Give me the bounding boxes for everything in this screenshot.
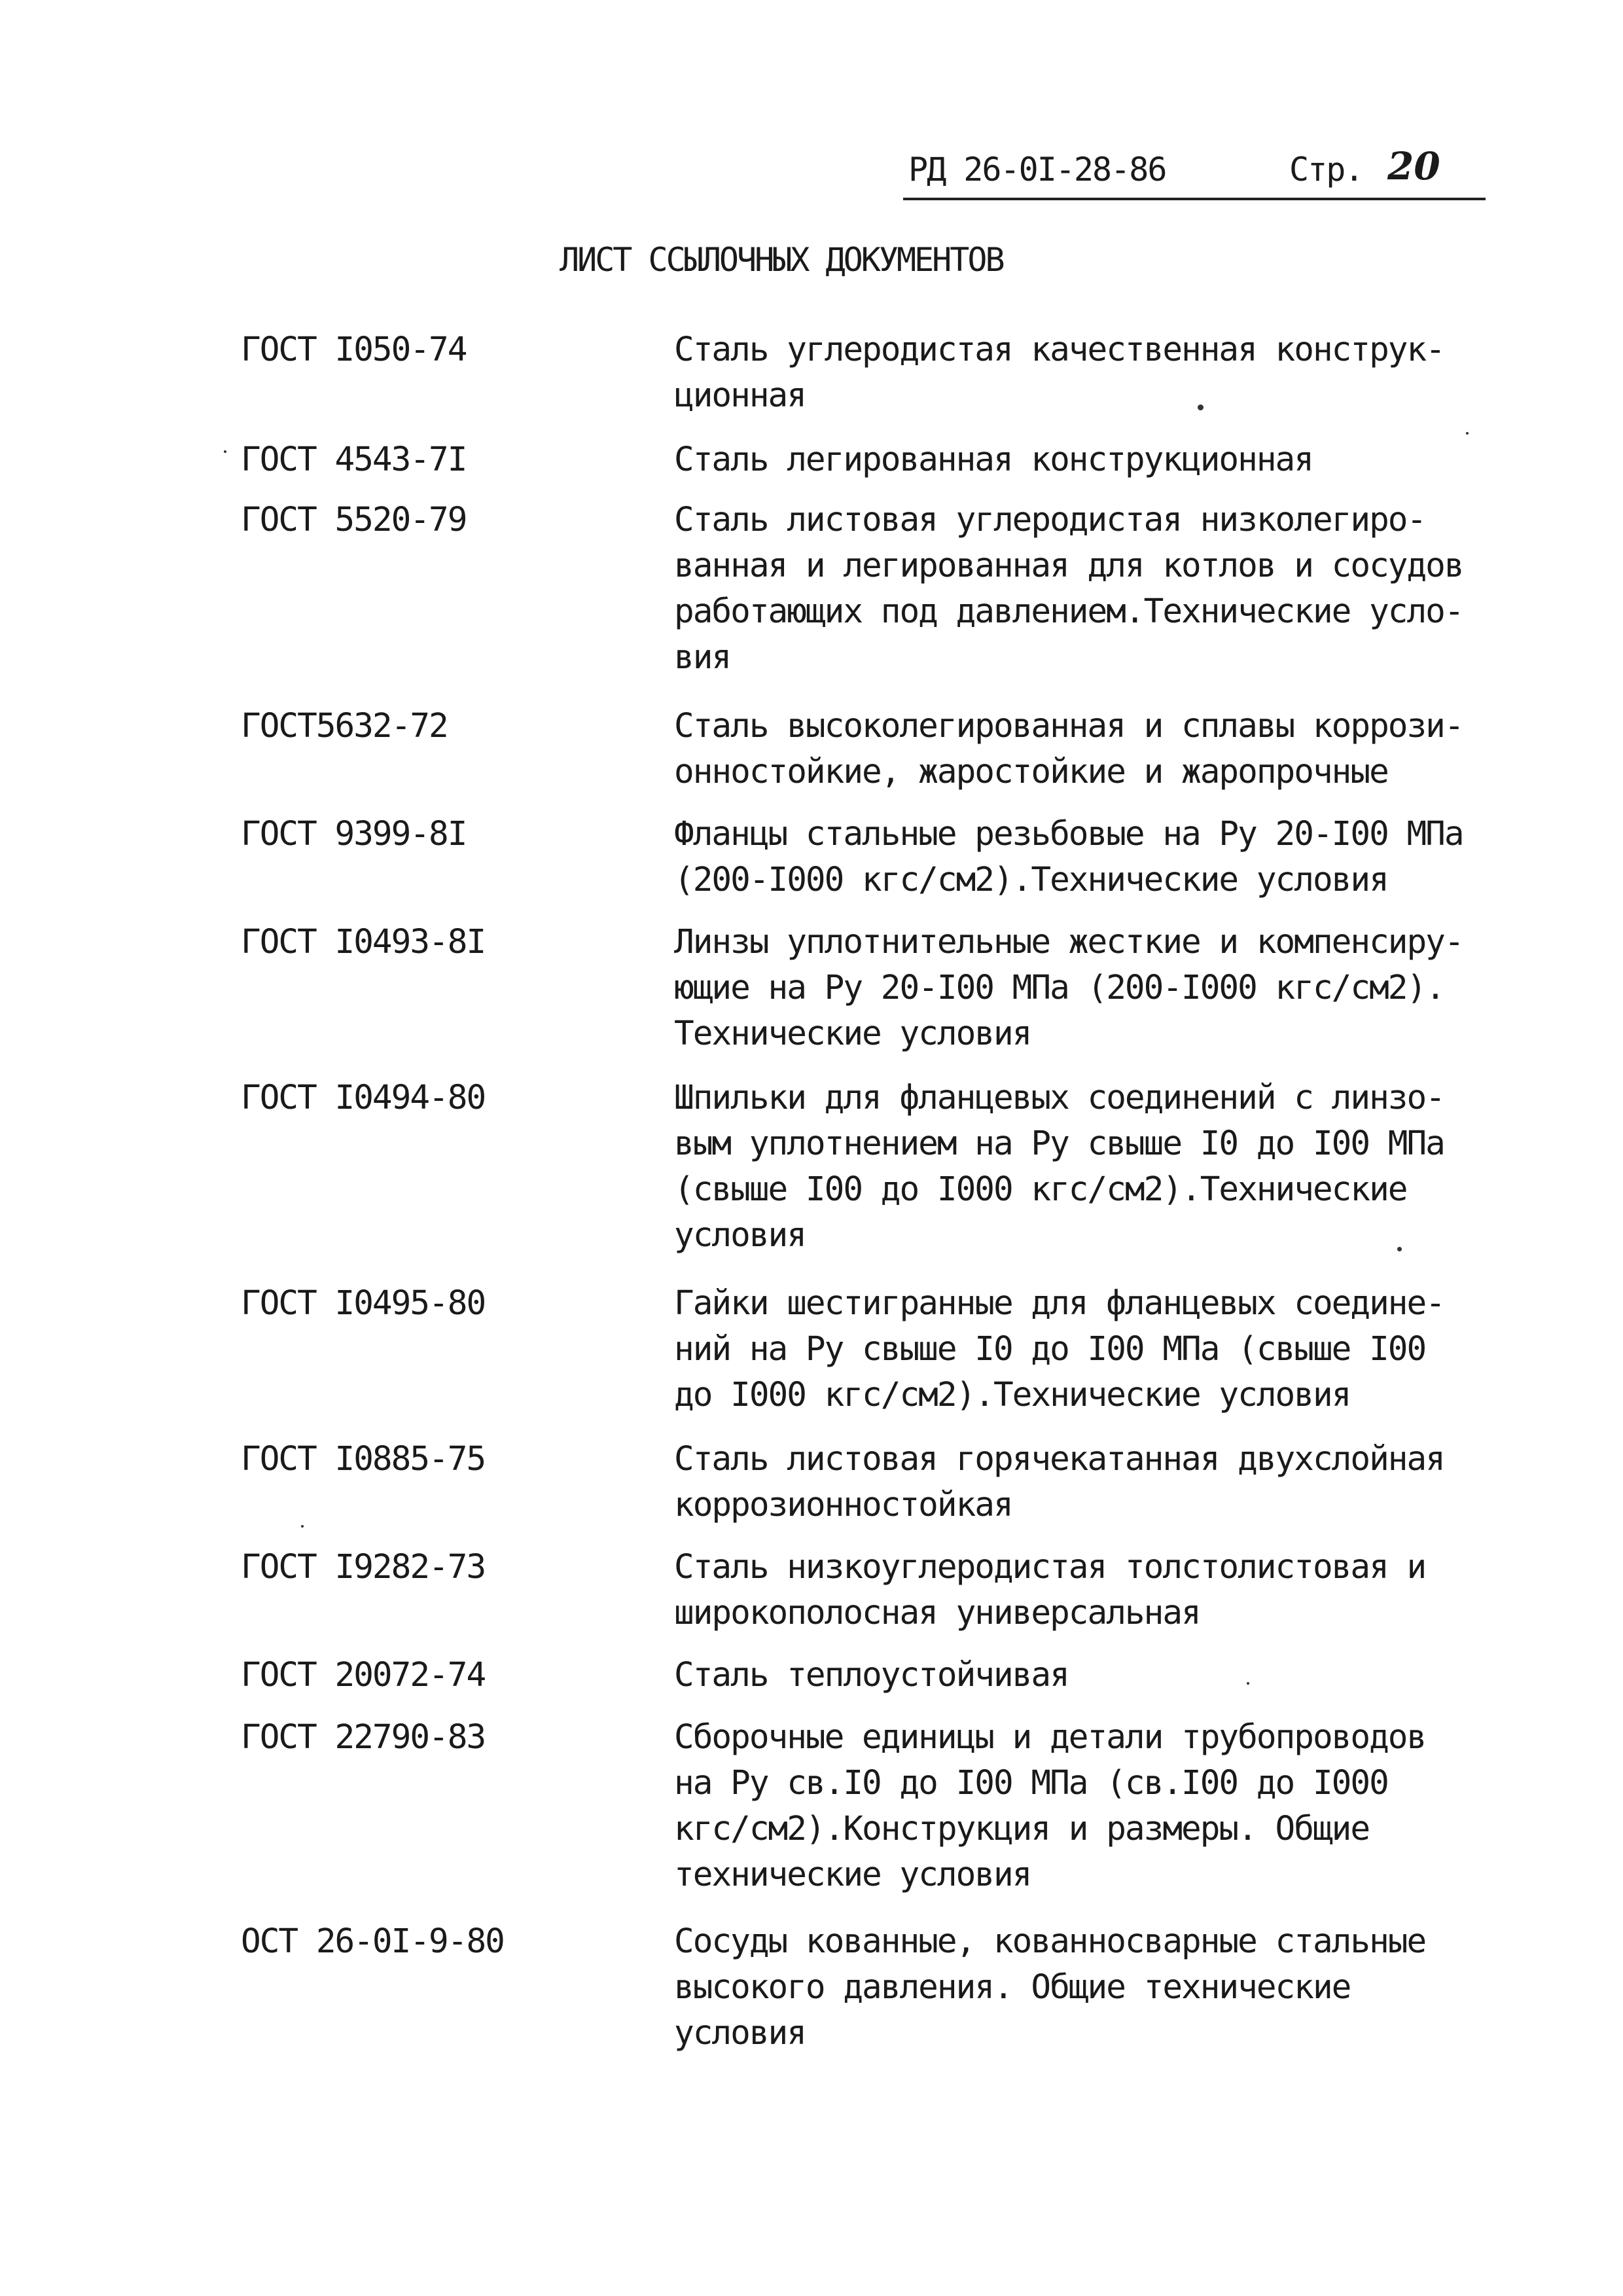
reference-code: ОСТ 26-0I-9-80 bbox=[241, 1922, 504, 1961]
reference-title: Гайки шестигранные для фланцевых соедине- ний на Ру свыше I0 до I00 МПа (свыше I00 до I000 кгс/см2).Технические условия bbox=[674, 1284, 1444, 1414]
reference-code: ГОСТ I9282-73 bbox=[241, 1548, 486, 1587]
reference-title: Сталь листовая горячекатанная двухслойная коррозионностойкая bbox=[674, 1440, 1444, 1524]
scan-speck bbox=[224, 450, 226, 453]
page-title: ЛИСТ ССЫЛОЧНЫХ ДОКУМЕНТОВ bbox=[560, 241, 1003, 279]
reference-title: Сталь низкоуглеродистая толстолистовая и широкополосная универсальная bbox=[674, 1548, 1426, 1632]
reference-title: Сталь листовая углеродистая низколегиро- ванная и легированная для котлов и сосудов работающих под давлением.Технические усло- вия bbox=[674, 501, 1463, 677]
reference-title: Сталь теплоустойчивая bbox=[674, 1656, 1069, 1695]
reference-title: Сборочные единицы и детали трубопроводов на Ру св.I0 до I00 МПа (св.I00 до I000 кгс/см2).Конструкция и размеры. Общие технические условия bbox=[674, 1718, 1426, 1894]
reference-code: ГОСТ5632-72 bbox=[241, 707, 448, 745]
reference-code: ГОСТ 4543-7I bbox=[241, 440, 467, 479]
reference-title: Сталь легированная конструкционная bbox=[674, 440, 1313, 479]
reference-code: ГОСТ 5520-79 bbox=[241, 501, 467, 539]
reference-code: ГОСТ I0495-80 bbox=[241, 1284, 486, 1323]
page-number: 20 bbox=[1387, 144, 1440, 188]
reference-title: Линзы уплотнительные жесткие и компенсиру- ющие на Ру 20-I00 МПа (200-I000 кгс/см2). Технические условия bbox=[674, 923, 1463, 1053]
reference-title: Сталь углеродистая качественная конструк- ционная bbox=[674, 331, 1444, 415]
reference-code: ГОСТ I0885-75 bbox=[241, 1440, 486, 1479]
scan-speck bbox=[1247, 1682, 1249, 1685]
reference-code: ГОСТ I0493-8I bbox=[241, 923, 486, 961]
scan-speck bbox=[1397, 1247, 1402, 1251]
page-label: Стр. bbox=[1289, 151, 1363, 188]
reference-code: ГОСТ I050-74 bbox=[241, 331, 467, 369]
reference-title: Фланцы стальные резьбовые на Ру 20-I00 МПа (200-I000 кгс/см2).Технические условия bbox=[674, 815, 1463, 899]
reference-code: ГОСТ I0494-80 bbox=[241, 1079, 486, 1117]
scan-speck bbox=[301, 1525, 304, 1528]
reference-title: Сосуды кованные, кованносварные стальные высокого давления. Общие технические условия bbox=[674, 1922, 1426, 2053]
scan-speck bbox=[1466, 432, 1469, 435]
reference-title: Шпильки для фланцевых соединений с линзо- вым уплотнением на Ру свыше I0 до I00 МПа (свыше I00 до I000 кгс/см2).Технические условия bbox=[674, 1079, 1444, 1255]
reference-code: ГОСТ 9399-8I bbox=[241, 815, 467, 853]
document-code: РД 26-0I-28-86 bbox=[908, 151, 1166, 188]
reference-code: ГОСТ 22790-83 bbox=[241, 1718, 486, 1757]
reference-title: Сталь высоколегированная и сплавы коррози- онностойкие, жаростойкие и жаропрочные bbox=[674, 707, 1463, 791]
scan-speck bbox=[1198, 404, 1204, 410]
reference-code: ГОСТ 20072-74 bbox=[241, 1656, 486, 1695]
